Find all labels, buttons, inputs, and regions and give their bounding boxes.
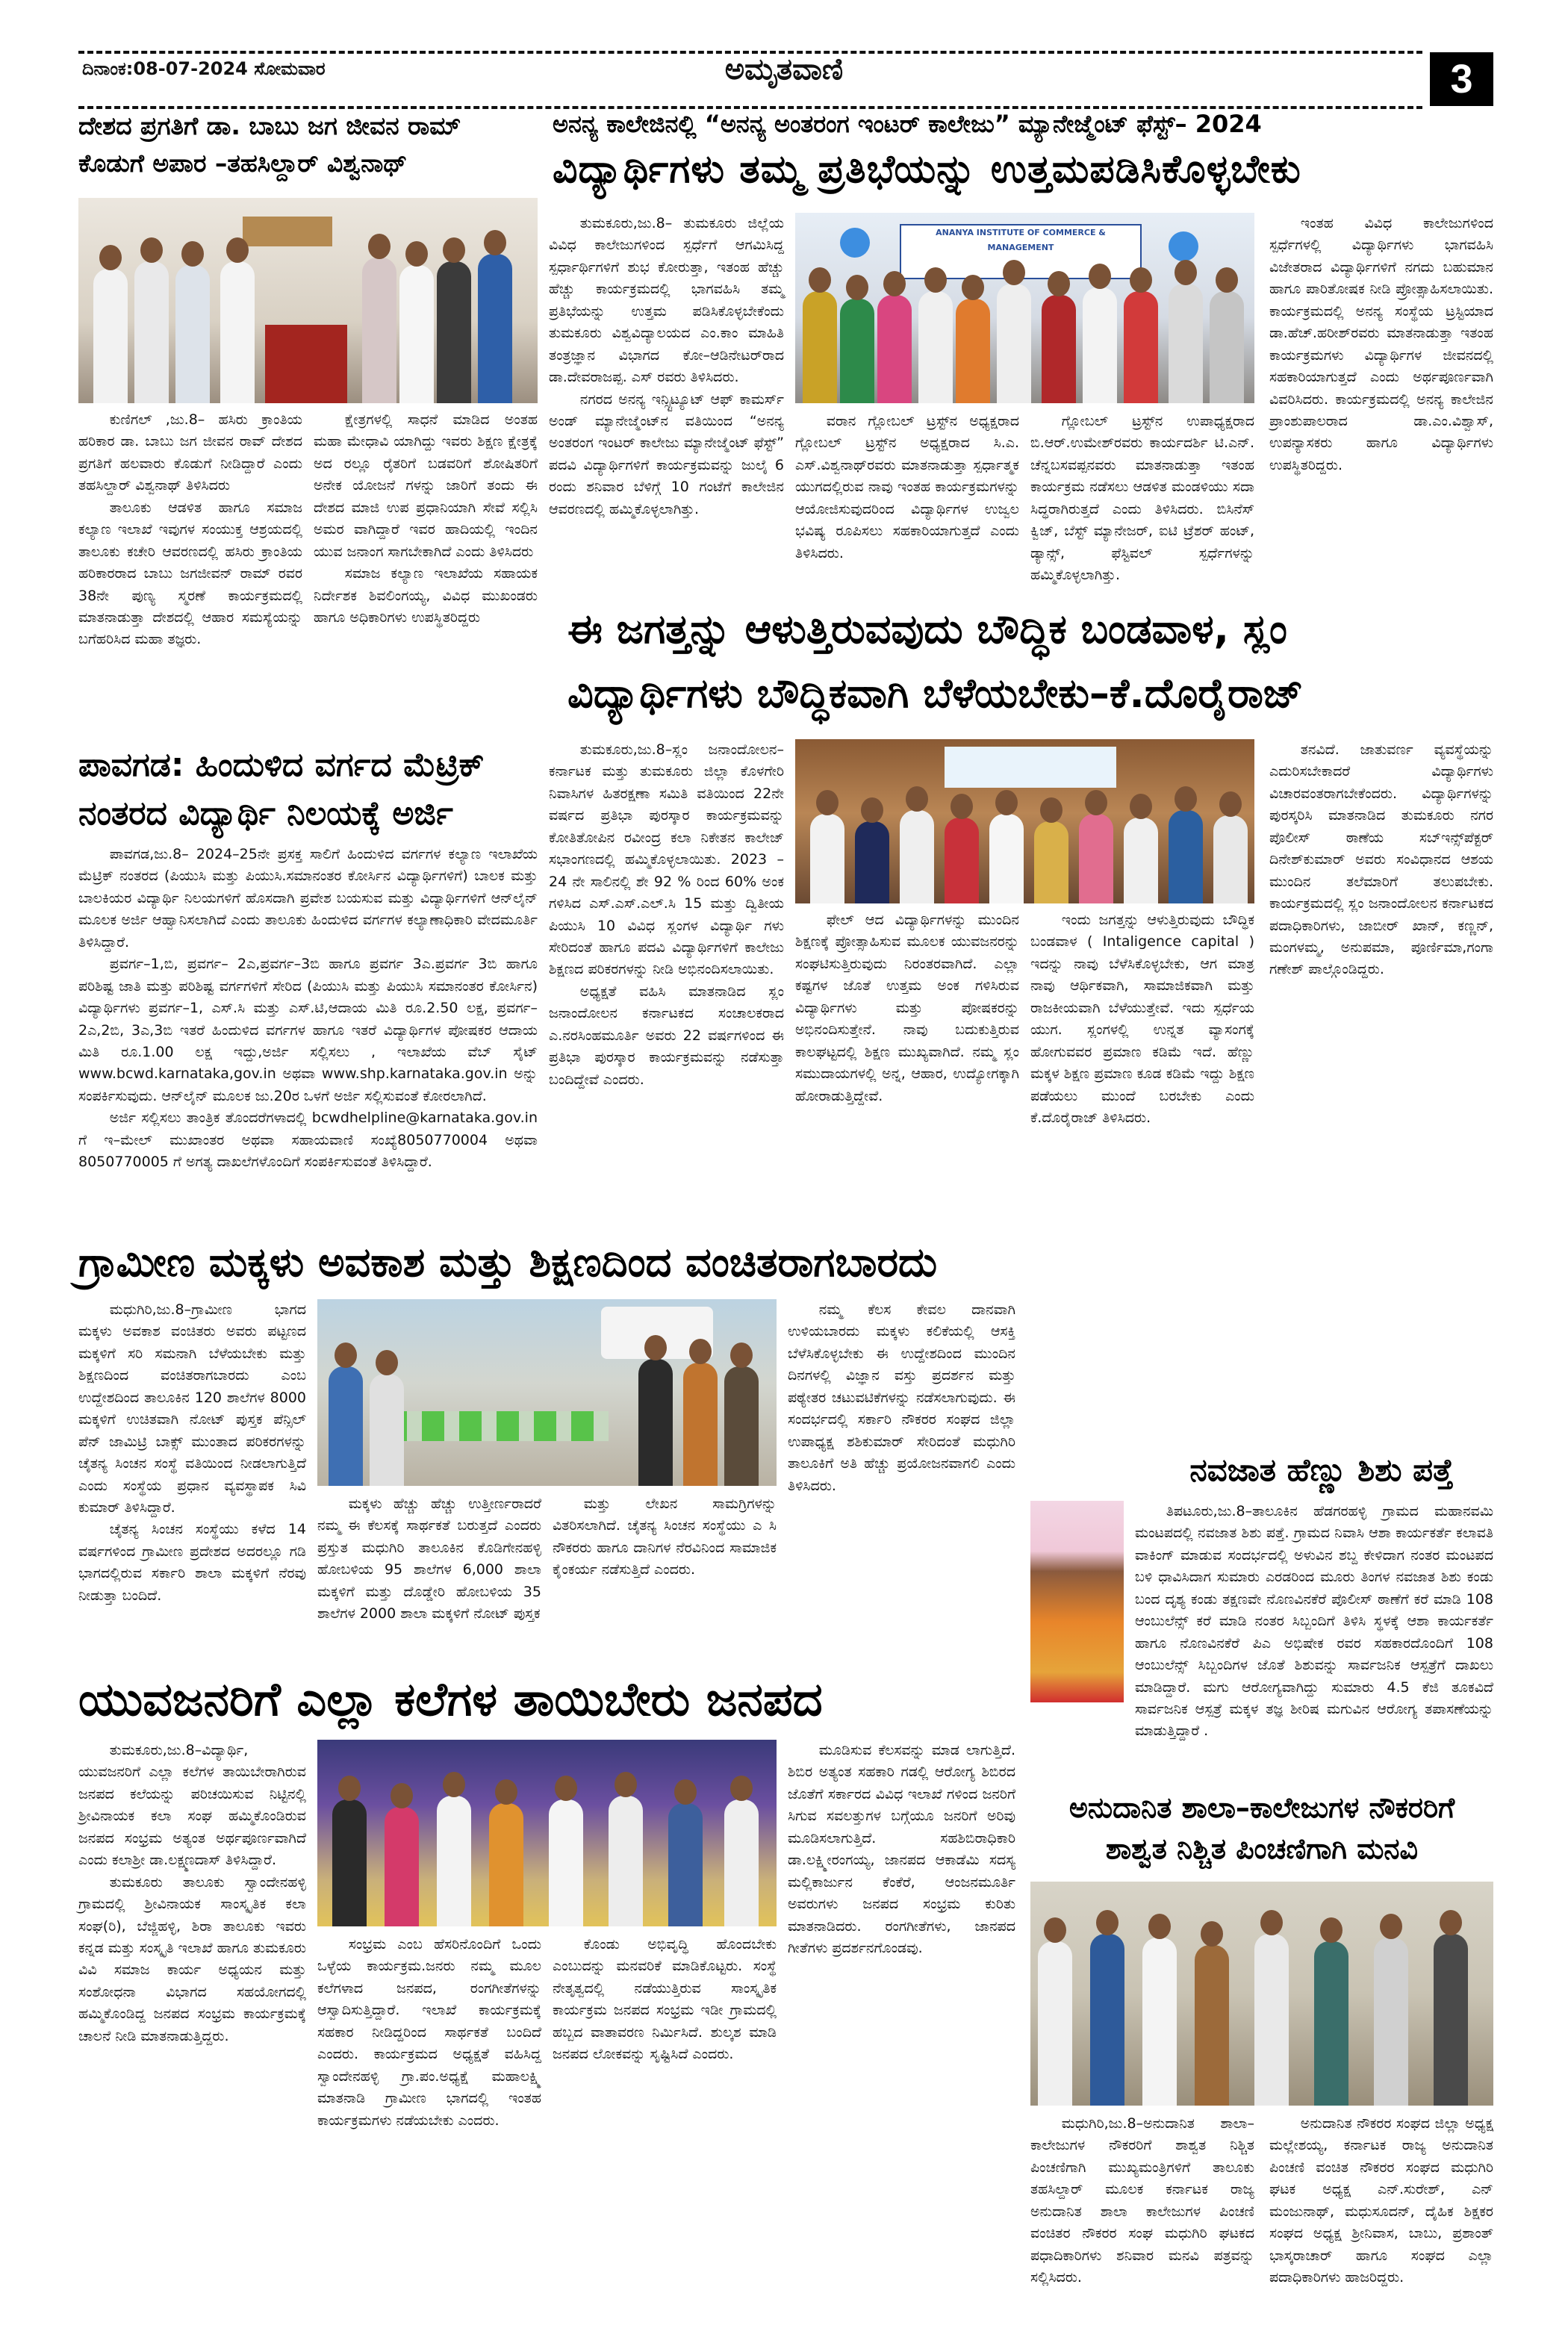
header-rule-bottom bbox=[78, 106, 1422, 109]
person-head bbox=[338, 1776, 361, 1801]
headline-jagjivan-line1: ದೇಶದ ಪ್ರಗತಿಗೆ ಡಾ. ಬಾಬು ಜಗ ಜೀವನ ರಾಮ್ bbox=[78, 111, 461, 140]
person-head bbox=[674, 1779, 697, 1805]
person-figure bbox=[1042, 295, 1076, 403]
portrait-frames bbox=[243, 217, 332, 246]
person-head bbox=[846, 275, 868, 300]
person-head bbox=[730, 1343, 753, 1368]
person-head bbox=[1130, 267, 1152, 293]
article-durairaj-col1: ತುಮಕೂರು,ಜು.8–ಸ್ಲಂ ಜನಾಂದೋಲನ–ಕರ್ನಾಟಕ ಮತ್ತು ತುಮಕೂರು ಜಿಲ್ಲಾ ಕೊಳಗೇರಿ ನಿವಾಸಿಗಳ ಹಿತರಕ್ಷಣಾ ಸಮಿತಿ ವತಿಯಿಂದ 22ನೇ ವರ್ಷದ ಪ್ರತಿಭಾ ಪುರಸ್ಕಾರ ಕಾರ್ಯಕ್ರಮವನ್ನು ಕೋತಿತೋಪಿನ ರವೀಂದ್ರ ಕಲಾ ನಿಕೇತನ ಕಾಲೇಜ್ ಸಭಾಂಗಣದಲ್ಲಿ ಹಮ್ಮಿಕೊಳ್ಳಲಾಯಿತು. 2023 – 24 ನೇ ಸಾಲಿನಲ್ಲಿ ಶೇ 92 % ರಿಂದ 60% ಅಂಕ ಗಳಿಸಿದ ಎಸ್.ಎಸ್.ಎಲ್.ಸಿ 15 ಮತ್ತು ದ್ವಿತೀಯ ಪಿಯುಸಿ 10 ವಿವಿಧ ಸ್ಲಂಗಳ ವಿದ್ಯಾರ್ಥಿ ಗಳು ಸೇರಿದಂತೆ ಹಾಗೂ ಪದವಿ ವಿದ್ಯಾರ್ಥಿಗಳಿಗೆ ಕಾಲೇಜು ಶಿಕ್ಷಣದ ಪರಿಕರಗಳನ್ನು ನೀಡಿ ಅಭಿನಂದಿಸಲಾಯಿತು. ಅಧ್ಯಕ್ಷತೆ ವಹಿಸಿ ಮಾತನಾಡಿದ ಸ್ಲಂ ಜನಾಂದೋಲನ ಕರ್ನಾಟಕದ ಸಂಚಾಲಕರಾದ ಎ.ನರಸಿಂಹಮೂರ್ತಿ ಅವರು 22 ವರ್ಷಗಳಿಂದ ಈ ಪ್ರತಿಭಾ ಪುರಸ್ಕಾರ ಕಾರ್ಯಕ್ರಮವನ್ನು ನಡೆಸುತ್ತಾ ಬಂದಿದ್ದೇವೆ ಎಂದರು. bbox=[549, 741, 784, 1088]
photo-anudanita-memorandum bbox=[1030, 1882, 1493, 2106]
article-gramina-col2: ಮಕ್ಕಳು ಹೆಚ್ಚು ಹೆಚ್ಚು ಉತ್ತೀರ್ಣರಾದರೆ ನಮ್ಮ ಈ ಕೆಲಸಕ್ಕೆ ಸಾರ್ಥಕತೆ ಬರುತ್ತದೆ ಎಂದರು ಪ್ರಸ್ತುತ ಮಧುಗಿರಿ ತಾಲೂಕಿನ ಕೊಡಿಗೇನಹಳ್ಳಿ ಹೋಬಳಿಯ 95 ಶಾಲೆಗಳ 6,000 ಶಾಲಾ ಮಕ್ಕಳಿಗೆ ಮತ್ತು ದೊಡ್ಡೇರಿ ಹೋಬಳಿಯ 35 ಶಾಲೆಗಳ 2000 ಶಾಲಾ ಮಕ್ಕಳಿಗೆ ನೋಟ್ ಪುಸ್ತಕ bbox=[317, 1496, 541, 1623]
person-figure bbox=[93, 269, 128, 403]
person-figure bbox=[1124, 291, 1158, 403]
person-figure bbox=[997, 284, 1031, 403]
person-figure bbox=[840, 299, 874, 403]
person-figure bbox=[437, 1796, 471, 1926]
person-head bbox=[962, 275, 984, 300]
person-head bbox=[1219, 791, 1242, 817]
person-head bbox=[1148, 1914, 1171, 1939]
page-number: 3 bbox=[1430, 52, 1493, 106]
person-figure bbox=[385, 1807, 419, 1926]
person-head bbox=[181, 241, 204, 267]
person-figure bbox=[1142, 1938, 1177, 2106]
person-figure bbox=[329, 1366, 363, 1486]
person-head bbox=[951, 794, 973, 819]
person-head bbox=[1175, 260, 1197, 285]
article-gramina-col1: ಮಧುಗಿರಿ,ಜು.8–ಗ್ರಾಮೀಣ ಭಾಗದ ಮಕ್ಕಳು ಅವಕಾಶ ವಂಚಿತರು ಅವರು ಪಟ್ಟಣದ ಮಕ್ಕಳಿಗೆ ಸರಿ ಸಮನಾಗಿ ಬೆಳೆಯಬೇಕು ಮತ್ತು ಶಿಕ್ಷಣದಿಂದ ವಂಚಿತರಾಗಬಾರದು ಎಂಬ ಉದ್ದೇಶದಿಂದ ತಾಲೂಕಿನ 120 ಶಾಲೆಗಳ 8000 ಮಕ್ಕಳಿಗೆ ಉಚಿತವಾಗಿ ನೋಟ್ ಪುಸ್ತಕ ಪೆನ್ಸಿಲ್ ಪೆನ್ ಜಾಮಿಟ್ರಿ ಬಾಕ್ಸ್ ಮುಂತಾದ ಪರಿಕರಗಳನ್ನು ಚೈತನ್ಯ ಸಿಂಚನ ಸಂಸ್ಥೆ ವತಿಯಿಂದ ನೀಡಲಾಗುತ್ತಿದೆ ಎಂದು ಸಂಸ್ಥೆಯ ಪ್ರಧಾನ ವ್ಯವಸ್ಥಾಪಕ ಸಿವಿ ಕುಮಾರ್ ತಿಳಿಸಿದ್ದಾರೆ. ಚೈತನ್ಯ ಸಿಂಚನ ಸಂಸ್ಥೆಯು ಕಳೆದ 14 ವರ್ಷಗಳಿಂದ ಗ್ರಾಮೀಣ ಪ್ರದೇಶದ ಅದರಲ್ಲೂ ಗಡಿ ಭಾಗದಲ್ಲಿರುವ ಸರ್ಕಾರಿ ಶಾಲಾ ಮಕ್ಕಳಿಗೆ ನೆರವು ನೀಡುತ್ತಾ ಬಂದಿದೆ. bbox=[78, 1301, 306, 1604]
person-figure bbox=[668, 1803, 703, 1926]
person-head bbox=[99, 245, 122, 270]
person-figure bbox=[1434, 1934, 1468, 2106]
person-figure bbox=[1254, 1934, 1289, 2106]
event-banner: ANANYA INSTITUTE OF COMMERCE & MANAGEMENT bbox=[900, 224, 1142, 279]
person-head bbox=[809, 267, 831, 293]
person-head bbox=[1175, 786, 1197, 812]
person-figure bbox=[1124, 818, 1158, 903]
article-yuvajana-col1: ತುಮಕೂರು,ಜು.8–ವಿದ್ಯಾರ್ಥಿ, ಯುವಜನರಿಗೆ ಎಲ್ಲಾ ಕಲೆಗಳ ತಾಯಿಬೇರಾಗಿರುವ ಜನಪದ ಕಲೆಯನ್ನು ಪರಿಚಯಿಸುವ ನಿಟ್ಟಿನಲ್ಲಿ ಶ್ರೀವಿನಾಯಕ ಕಲಾ ಸಂಘ ಹಮ್ಮಿಕೊಂಡಿರುವ ಜನಪದ ಸಂಭ್ರಮ ಅತ್ಯಂತ ಅರ್ಥಪೂರ್ಣವಾಗಿದೆ ಎಂದು ಕಲಾಶ್ರೀ ಡಾ.ಲಕ್ಷ್ಮಣದಾಸ್ ತಿಳಿಸಿದ್ದಾರೆ. ತುಮಕೂರು ತಾಲೂಕು ಸ್ವಾಂದೇನಹಳ್ಳಿ ಗ್ರಾಮದಲ್ಲಿ ಶ್ರೀವಿನಾಯಕ ಸಾಂಸ್ಕೃತಿಕ ಕಲಾ ಸಂಘ(ರಿ), ಬೆಜ್ಜಿಹಳ್ಳಿ, ಶಿರಾ ತಾಲೂಕು ಇವರು ಕನ್ನಡ ಮತ್ತು ಸಂಸ್ಕೃತಿ ಇಲಾಖೆ ಹಾಗೂ ತುಮಕೂರು ವಿವಿ ಸಮಾಜ ಕಾರ್ಯ ಅಧ್ಯಯನ ಮತ್ತು ಸಂಶೋಧನಾ ವಿಭಾಗದ ಸಹಯೋಗದಲ್ಲಿ ಹಮ್ಮಿಕೊಂಡಿದ್ದ ಜನಪದ ಸಂಭ್ರಮ ಕಾರ್ಯಕ್ರಮಕ್ಕೆ ಚಾಲನೆ ನೀಡಿ ಮಾತನಾಡುತ್ತಿದ್ದರು. bbox=[78, 1742, 306, 2044]
person-head bbox=[1260, 1910, 1283, 1935]
headline-durairaj-line2: ವಿದ್ಯಾರ್ಥಿಗಳು ಬೌದ್ಧಿಕವಾಗಿ ಬೆಳೆಯಬೇಕು–ಕೆ.ದೊರೈರಾಜ್ bbox=[567, 670, 1304, 717]
person-figure bbox=[220, 261, 255, 403]
issue-date: ದಿನಾಂಕ:08-07-2024 ಸೋಮವಾರ bbox=[82, 58, 326, 79]
kicker-ananya: ಅನನ್ಯ ಕಾಲೇಜಿನಲ್ಲಿ “ಅನನ್ಯ ಅಂತರಂಗ ಇಂಟರ್ ಕಾಲೇಜು” ಮ್ಯಾನೇಜ್ಮೆಂಟ್ ಫೆಸ್ಟ್– 2024 bbox=[553, 110, 1262, 138]
person-head bbox=[1003, 260, 1025, 285]
article-gramina-col3: ಮತ್ತು ಲೇಖನ ಸಾಮಗ್ರಿಗಳನ್ನು ವಿತರಿಸಲಾಗಿದೆ. ಚೈತನ್ಯ ಸಿಂಚನ ಸಂಸ್ಥೆಯು ಎ ಸಿ ನೌಕರರು ಹಾಗೂ ದಾನಿಗಳ ನೆರವಿನಿಂದ ಸಾಮಾಜಿಕ ಕೈಂಕರ್ಯ ನಡೆಸುತ್ತಿದೆ ಎಂದರು. bbox=[553, 1496, 777, 1578]
person-head bbox=[484, 230, 506, 255]
person-head bbox=[644, 1335, 667, 1360]
article-jagjivan-col1: ಕುಣಿಗಲ್ ,ಜು.8– ಹಸಿರು ಕ್ರಾಂತಿಯ ಹರಿಕಾರ ಡಾ. ಬಾಬು ಜಗ ಜೀವನ ರಾವ್ ದೇಶದ ಪ್ರಗತಿಗೆ ಹಲವಾರು ಕೊಡುಗೆ ನೀಡಿದ್ದಾರೆ ಎಂದು ತಹಸಿಲ್ದಾರ್ ವಿಶ್ವನಾಥ್ ತಿಳಿಸಿದರು ತಾಲೂಕು ಆಡಳಿತ ಹಾಗೂ ಸಮಾಜ ಕಲ್ಯಾಣ ಇಲಾಖೆ ಇವುಗಳ ಸಂಯುಕ್ತ ಆಶ್ರಯದಲ್ಲಿ ತಾಲೂಕು ಕಚೇರಿ ಆವರಣದಲ್ಲಿ ಹಸಿರು ಕ್ರಾಂತಿಯ ಹರಿಕಾರರಾದ ಬಾಬು ಜಗಜೀವನ್ ರಾಮ್ ರವರ 38ನೇ ಪುಣ್ಯ ಸ್ಮರಣೆ ಕಾರ್ಯಕ್ರಮದಲ್ಲಿ ಮಾತನಾಡುತ್ತಾ ದೇಶದಲ್ಲಿ ಆಹಾರ ಸಮಸ್ಯೆಯನ್ನು ಬಗೆಹರಿಸಿದ ಮಹಾ ತಜ್ಞರು. bbox=[78, 411, 302, 648]
article-durairaj-col4: ತನವಿದೆ. ಜಾತುವರ್ಣ ವ್ಯವಸ್ಥೆಯನ್ನು ಎದುರಿಸಬೇಕಾದರೆ ವಿದ್ಯಾರ್ಥಿಗಳು ವಿಚಾರವಂತರಾಗಬೇಕೆಂದರು. ವಿದ್ಯಾರ್ಥಿಗಳನ್ನು ಪುರಸ್ಕರಿಸಿ ಮಾತನಾಡಿದ ತುಮಕೂರು ನಗರ ಪೊಲೀಸ್ ಠಾಣೆಯ ಸಬ್‌ಇನ್ಸ್‌ಪೆಕ್ಟರ್ ದಿನೇಶ್‌ಕುಮಾರ್ ಅವರು ಸಂವಿಧಾನದ ಆಶಯ ಮುಂದಿನ ತಲೆಮಾರಿಗೆ ತಲುಪಬೇಕು. ಕಾರ್ಯಕ್ರಮದಲ್ಲಿ ಸ್ಲಂ ಜನಾಂದೋಲನ ಕರ್ನಾಟಕದ ಪದಾಧಿಕಾರಿಗಳು, ಜಾಬೀರ್ ಖಾನ್, ಕಣ್ಣನ್, ಮಂಗಳಮ್ಮ, ಅನುಪಮಾ, ಪೂರ್ಣಿಮಾ,ಗಂಗಾ ಗಣೇಶ್ ಪಾಲ್ಗೊಂಡಿದ್ದರು. bbox=[1269, 741, 1493, 978]
headline-navajata: ನವಜಾತ ಹೆಣ್ಣು ಶಿಶು ಪತ್ತೆ bbox=[1189, 1452, 1454, 1488]
article-durairaj-col2: ಫೇಲ್ ಆದ ವಿದ್ಯಾರ್ಥಿಗಳನ್ನು ಮುಂದಿನ ಶಿಕ್ಷಣಕ್ಕೆ ಪ್ರೋತ್ಸಾಹಿಸುವ ಮೂಲಕ ಯುವಜನರನ್ನು ಸಂಘಟಿಸುತ್ತಿರುವುದು ನಿರಂತರವಾಗಿದೆ. ಎಲ್ಲಾ ಕಷ್ಟಗಳ ಜೊತೆ ಉತ್ತಮ ಅಂಕ ಗಳಿಸಿರುವ ವಿದ್ಯಾರ್ಥಿಗಳು ಮತ್ತು ಪೋಷಕರನ್ನು ಅಭಿನಂದಿಸುತ್ತೇನೆ. ನಾವು ಬದುಕುತ್ತಿರುವ ಕಾಲಘಟ್ಟದಲ್ಲಿ ಶಿಕ್ಷಣ ಮುಖ್ಯವಾಗಿದೆ. ನಮ್ಮ ಸ್ಲಂ ಸಮುದಾಯಗಳಲ್ಲಿ ಅನ್ನ, ಆಹಾರ, ಉದ್ಯೋಗಕ್ಕಾಗಿ ಹೋರಾಡುತ್ತಿದ್ದೇವೆ. bbox=[795, 912, 1019, 1104]
person-head bbox=[1216, 267, 1238, 293]
stage-banner bbox=[945, 747, 1116, 788]
headline-pavagada-line2: ನಂತರದ ವಿದ್ಯಾರ್ಥಿ ನಿಲಯಕ್ಕೆ ಅರ್ಜಿ bbox=[78, 794, 453, 833]
person-figure bbox=[549, 1799, 583, 1926]
headline-gramina: ಗ್ರಾಮೀಣ ಮಕ್ಕಳು ಅವಕಾಶ ಮತ್ತು ಶಿಕ್ಷಣದಿಂದ ವಂಚಿತರಾಗಬಾರದು bbox=[78, 1239, 938, 1286]
person-head bbox=[1440, 1910, 1462, 1935]
article-navajata-body: ತಿಪಟೂರು,ಜು.8–ತಾಲೂಕಿನ ಹೆಡಗರಹಳ್ಳಿ ಗ್ರಾಮದ ಮಹಾನವಮಿ ಮಂಟಪದಲ್ಲಿ ನವಜಾತ ಶಿಶು ಪತ್ತೆ. ಗ್ರಾಮದ ನಿವಾಸಿ ಆಶಾ ಕಾರ್ಯಕರ್ತೆ ಕಲಾವತಿ ವಾಕಿಂಗ್ ಮಾಡುವ ಸಂದರ್ಭದಲ್ಲಿ ಅಳುವಿನ ಶಬ್ದ ಕೇಳಿದಾಗ ನಂತರ ಮಂಟಪದ ಬಳಿ ಧಾವಿಸಿದಾಗ ಸುಮಾರು ಎರಡರಿಂದ ಮೂರು ತಿಂಗಳ ನವಜಾತ ಶಿಶು ಕಂಡು ಬಂದ ದೃಶ್ಯ ಕಂಡು ತಕ್ಷಣವೇ ನೊಣವಿನಕೆರೆ ಪೊಲೀಸ್ ಠಾಣೆಗೆ ಕರೆ ಮಾಡಿ 108 ಆಂಬುಲೆನ್ಸ್ ಕರೆ ಮಾಡಿ ನಂತರ ಸಿಬ್ಬಂದಿಗೆ ತಿಳಿಸಿ ಸ್ಥಳಕ್ಕೆ ಆಶಾ ಕಾರ್ಯಕರ್ತೆ ಹಾಗೂ ನೊಣವಿನಕೆರೆ ಪಿಎ ಅಭಿಷೇಕ ರವರ ಸಹಕಾರದೊಂದಿಗೆ 108 ಆಂಬುಲೆನ್ಸ್ ಸಿಬ್ಬಂದಿಗಳ ಜೊತೆ ಶಿಶುವನ್ನು ಸಾರ್ವಜನಿಕ ಆಸ್ಪತ್ರೆಗೆ ದಾಖಲು ಮಾಡಿದ್ದಾರೆ. ಮಗು ಆರೋಗ್ಯವಾಗಿದ್ದು ಸುಮಾರು 4.5 ಕೆಜಿ ತೂಕವಿದೆ ಸಾರ್ವಜನಿಕ ಆಸ್ಪತ್ರೆ ಮಕ್ಕಳ ತಜ್ಞ ಶೀರಿಷ ಮಗುವಿನ ಆರೋಗ್ಯ ತಪಾಸಣೆಯನ್ನು ಮಾಡುತ್ತಿದ್ದಾರೆ . bbox=[1135, 1503, 1493, 1740]
person-figure bbox=[478, 254, 512, 403]
person-figure bbox=[370, 1374, 404, 1486]
person-head bbox=[1130, 794, 1152, 819]
person-figure bbox=[1079, 814, 1113, 903]
article-anudanita-col2: ಅನುದಾನಿತ ನೌಕರರ ಸಂಘದ ಜಿಲ್ಲಾ ಅಧ್ಯಕ್ಷ ಮಲ್ಲೇಶಯ್ಯ, ಕರ್ನಾಟಕ ರಾಜ್ಯ ಅನುದಾನಿತ ಪಿಂಚಣಿ ವಂಚಿತ ನೌಕರರ ಸಂಘದ ಮಧುಗಿರಿ ಘಟಕ ಅಧ್ಯಕ್ಷ ಎನ್.ಸುರೇಶ್, ಎನ್ ಮಂಜುನಾಥ್, ಮಧುಸೂದನ್, ದೈಹಿಕ ಶಿಕ್ಷಕರ ಸಂಘದ ಅಧ್ಯಕ್ಷ ಶ್ರೀನಿವಾಸ, ಬಾಬು, ಪ್ರಶಾಂತ್ ಭಾಸ್ಕರಾಚಾರ್ ಹಾಗೂ ಸಂಘದ ಎಲ್ಲಾ ಪದಾಧಿಕಾರಿಗಳು ಹಾಜರಿದ್ದರು. bbox=[1269, 2115, 1493, 2286]
headline-anudanita-line1: ಅನುದಾನಿತ ಶಾಲಾ–ಕಾಲೇಜುಗಳ ನೌಕರರಿಗೆ bbox=[1068, 1791, 1455, 1824]
person-head bbox=[555, 1776, 577, 1801]
person-figure bbox=[1210, 291, 1244, 403]
person-figure bbox=[900, 810, 934, 903]
person-figure bbox=[1169, 284, 1203, 403]
person-head bbox=[1201, 1921, 1223, 1947]
person-head bbox=[816, 790, 839, 815]
person-figure bbox=[683, 1363, 718, 1486]
person-head bbox=[1089, 264, 1111, 289]
person-figure bbox=[638, 1359, 673, 1486]
article-ananya-col1: ತುಮಕೂರು,ಜು.8– ತುಮಕೂರು ಜಿಲ್ಲೆಯ ವಿವಿಧ ಕಾಲೇಜುಗಳಿಂದ ಸ್ಪರ್ಧೆಗೆ ಆಗಮಿಸಿದ್ದ ಸ್ಪರ್ಧಾರ್ಥಿಗಳಿಗೆ ಶುಭ ಕೋರುತ್ತಾ, ಇತಂಹ ಹೆಚ್ಚು ಹೆಚ್ಚು ಕಾರ್ಯಕ್ರಮದಲ್ಲಿ ಭಾಗವಹಿಸಿ ತಮ್ಮ ಪ್ರತಿಭೆಯನ್ನು ಉತ್ತಮ ಪಡಿಸಿಕೊಳ್ಳಬೇಕೆಂದು ತುಮಕೂರು ವಿಶ್ವವಿದ್ಯಾಲಯದ ಎಂ.ಕಾಂ ಮಾಹಿತಿ ತಂತ್ರಜ್ಞಾನ ವಿಭಾಗದ ಕೋ–ಆಡಿನೇಟರ್‌ರಾದ ಡಾ.ದೇವರಾಜಪ್ಪ. ಎಸ್ ರವರು ತಿಳಿಸಿದರು. ನಗರದ ಅನನ್ಯ ಇನ್ಸ್ಟಿಟ್ಯೂಟ್ ಆಫ್ ಕಾಮರ್ಸ್ ಅಂಡ್ ಮ್ಯಾನೇಜ್ಮೆಂಟ್‌ನ ವತಿಯಿಂದ “ಅನನ್ಯ ಅಂತರಂಗ ಇಂಟರ್ ಕಾಲೇಜು ಮ್ಯಾನೇಜ್ಮೆಂಟ್ ಫೆಸ್ಟ್” ಪದವಿ ವಿದ್ಯಾರ್ಥಿಗಳಿಗೆ ಕಾರ್ಯಕ್ರಮವನ್ನು ಜುಲೈ 6 ರಂದು ಶನಿವಾರ ಬೆಳಿಗ್ಗೆ 10 ಗಂಟೆಗೆ ಕಾಲೇಜಿನ ಆವರಣದಲ್ಲಿ ಹಮ್ಮಿಕೊಳ್ಳಲಾಗಿತ್ತು. bbox=[549, 215, 784, 517]
person-head bbox=[1048, 271, 1070, 296]
photo-ananya-fest bbox=[795, 213, 1254, 403]
person-figure bbox=[989, 814, 1024, 903]
person-figure bbox=[1195, 1945, 1229, 2106]
article-jagjivan-col2: ಕ್ಷೇತ್ರಗಳಲ್ಲಿ ಸಾಧನೆ ಮಾಡಿದ ಅಂತಹ ಮಹಾ ಮೇಧಾವಿ ಯಾಗಿದ್ದು ಇವರು ಶಿಕ್ಷಣ ಕ್ಷೇತ್ರಕ್ಕೆ ಅದ ರಲ್ಲೂ ರೈತರಿಗೆ ಬಡವರಿಗೆ ಶೋಷಿತರಿಗೆ ಅನೇಕ ಯೋಜನೆ ಗಳನ್ನು ಜಾರಿಗೆ ತಂದು ಈ ದೇಶದ ಮಾಜಿ ಉಪ ಪ್ರಧಾನಿಯಾಗಿ ಸೇವೆ ಸಲ್ಲಿಸಿ ಅಮರ ವಾಗಿದ್ದಾರೆ ಇವರ ಹಾದಿಯಲ್ಲಿ ಇಂದಿನ ಯುವ ಜನಾಂಗ ಸಾಗಬೇಕಾಗಿದೆ ಎಂದು ತಿಳಿಸಿದರು ಸಮಾಜ ಕಲ್ಯಾಣ ಇಲಾಖೆಯ ಸಹಾಯಕ ನಿರ್ದೇಶಕ ಶಿವಲಿಂಗಯ್ಯ, ವಿವಿಧ ಮುಖಂಡರು ಹಾಗೂ ಅಧಿಕಾರಿಗಳು ಉಪಸ್ಥಿತರಿದ್ದರು bbox=[314, 411, 538, 626]
article-ananya-col2: ವರಾನ ಗ್ಲೋಬಲ್ ಟ್ರಸ್ಟ್‌ನ ಅಧ್ಯಕ್ಷರಾದ ಗ್ಲೋಬಲ್ ಟ್ರಸ್ಟ್‌ನ ಅಧ್ಯಕ್ಷರಾದ ಸಿ.ಎ. ಎಸ್.ವಿಶ್ವನಾಥ್‌ರವರು ಮಾತನಾಡುತ್ತಾ ಸ್ಪರ್ಧಾತ್ಮಕ ಯುಗದಲ್ಲಿರುವ ನಾವು ಇಂತಹ ಕಾರ್ಯಕ್ರಮಗಳನ್ನು ಆಯೋಜಿಸುವುದರಿಂದ ವಿದ್ಯಾರ್ಥಿಗಳ ಉಜ್ವಲ ಭವಿಷ್ಯ ರೂಪಿಸಲು ಸಹಕಾರಿಯಾಗುತ್ತದೆ ಎಂದು ತಿಳಿಸಿದರು. bbox=[795, 413, 1019, 561]
person-figure bbox=[956, 299, 990, 403]
article-ananya-col4: ಇಂತಹ ವಿವಿಧ ಕಾಲೇಜುಗಳಿಂದ ಸ್ಪರ್ಧೆಗಳಲ್ಲಿ ವಿದ್ಯಾರ್ಥಿಗಳು ಭಾಗವಹಿಸಿ ವಿಜೇತರಾದ ವಿದ್ಯಾರ್ಥಿಗಳಿಗೆ ನಗದು ಬಹುಮಾನ ಹಾಗೂ ಪಾರಿತೋಷಕ ನೀಡಿ ಪ್ರೋತ್ಸಾಹಿಸಲಾಯಿತು. ಕಾರ್ಯಕ್ರಮದಲ್ಲಿ ಅನನ್ಯ ಸಂಸ್ಥೆಯ ಟ್ರಸ್ಟಿಯಾದ ಡಾ.ಹೆಚ್.ಹರೀಶ್‌ರವರು ಮಾತನಾಡುತ್ತಾ ಇತಂಹ ಕಾರ್ಯಕ್ರಮಗಳು ವಿದ್ಯಾರ್ಥಿಗಳ ಜೀವನದಲ್ಲಿ ಸಹಕಾರಿಯಾಗುತ್ತದೆ ಎಂದು ಅರ್ಥಪೂರ್ಣವಾಗಿ ವಿವರಿಸಿದರು. ಕಾರ್ಯಕ್ರಮದಲ್ಲಿ ಅನನ್ಯ ಕಾಲೇಜಿನ ಪ್ರಾಂಶುಪಾಲರಾದ ಡಾ.ಎಂ.ವಿಶ್ವಾಸ್, ಉಪನ್ಯಾಸಕರು ಹಾಗೂ ವಿದ್ಯಾರ್ಥಿಗಳು ಉಪಸ್ಥಿತರಿದ್ದರು. bbox=[1269, 215, 1493, 473]
article-gramina-col4: ನಮ್ಮ ಕೆಲಸ ಕೇವಲ ದಾನವಾಗಿ ಉಳಿಯಬಾರದು ಮಕ್ಕಳು ಕಲಿಕೆಯಲ್ಲಿ ಆಸಕ್ತಿ ಬೆಳೆಸಿಕೊಳ್ಳಬೇಕು ಈ ಉದ್ದೇಶದಿಂದ ಮುಂದಿನ ದಿನಗಳಲ್ಲಿ ವಿಜ್ಞಾನ ವಸ್ತು ಪ್ರದರ್ಶನ ಮತ್ತು ಪಠ್ಯೇತರ ಚಟುವಟಿಕೆಗಳನ್ನು ನಡೆಸಲಾಗುವುದು. ಈ ಸಂದರ್ಭದಲ್ಲಿ ಸರ್ಕಾರಿ ನೌಕರರ ಸಂಘದ ಜಿಲ್ಲಾ ಉಪಾಧ್ಯಕ್ಷ ಶಶಿಕುಮಾರ್ ಸೇರಿದಂತೆ ಮಧುಗಿರಿ ತಾಲೂಕಿಗೆ ಅತಿ ಹೆಚ್ಚು ಪ್ರಯೋಜನವಾಗಲಿ ಎಂದು ತಿಳಿಸಿದರು. bbox=[788, 1301, 1015, 1494]
person-head bbox=[368, 234, 391, 259]
person-figure bbox=[489, 1803, 523, 1926]
person-figure bbox=[609, 1796, 643, 1926]
person-figure bbox=[175, 265, 210, 403]
photo-newborn-baby bbox=[1030, 1501, 1124, 1702]
photo-gramina-distribution bbox=[317, 1299, 777, 1486]
person-head bbox=[861, 797, 883, 823]
person-head bbox=[1320, 1917, 1343, 1943]
person-head bbox=[615, 1772, 637, 1797]
person-head bbox=[906, 786, 928, 812]
person-figure bbox=[945, 818, 979, 903]
person-head bbox=[1380, 1914, 1402, 1939]
article-anudanita-col1: ಮಧುಗಿರಿ,ಜು.8–ಅನುದಾನಿತ ಶಾಲಾ–ಕಾಲೇಜುಗಳ ನೌಕರರಿಗೆ ಶಾಶ್ವತ ನಿಶ್ಚಿತ ಪಿಂಚಣಿಗಾಗಿ ಮುಖ್ಯಮಂತ್ರಿಗಳಿಗೆ ತಾಲೂಕು ತಹಸಿಲ್ದಾರ್ ಮೂಲಕ ಕರ್ನಾಟಕ ರಾಜ್ಯ ಅನುದಾನಿತ ಶಾಲಾ ಕಾಲೇಜುಗಳ ಪಿಂಚಣಿ ವಂಚಿತರ ನೌಕರರ ಸಂಘ ಮಧುಗಿರಿ ಘಟಕದ ಪಧಾದಿಕಾರಿಗಳು ಶನಿವಾರ ಮನವಿ ಪತ್ರವನ್ನು ಸಲ್ಲಿಸಿದರು. bbox=[1030, 2115, 1254, 2286]
headline-ananya: ವಿದ್ಯಾರ್ಥಿಗಳು ತಮ್ಮ ಪ್ರತಿಭೆಯನ್ನು ಉತ್ತಮಪಡಿಸಿಕೊಳ್ಳಬೇಕು bbox=[553, 147, 1301, 192]
person-head bbox=[376, 1350, 398, 1375]
article-yuvajana-col2: ಸಂಭ್ರಮ ಎಂಬ ಹೆಸರಿನೊಂದಿಗೆ ಒಂದು ಒಳ್ಳೆಯ ಕಾರ್ಯಕ್ರಮ.ಜನರು ನಮ್ಮ ಮೂಲ ಕಲೆಗಳಾದ ಜನಪದ, ರಂಗಗೀತೆಗಳನ್ನು ಆಸ್ವಾದಿಸುತ್ತಿದ್ದಾರೆ. ಇಲಾಖೆ ಕಾರ್ಯಕ್ರಮಕ್ಕೆ ಸಹಕಾರ ನೀಡಿದ್ದರಿಂದ ಸಾರ್ಥಕತೆ ಬಂದಿದೆ ಎಂದರು. ಕಾರ್ಯಕ್ರಮದ ಅಧ್ಯಕ್ಷತೆ ವಹಿಸಿದ್ದ ಸ್ವಾಂದೇನಹಳ್ಳಿ ಗ್ರಾ.ಪಂ.ಅಧ್ಯಕ್ಷೆ ಮಹಾಲಕ್ಷ್ಮಿ ಮಾತನಾಡಿ ಗ್ರಾಮೀಣ ಭಾಗದಲ್ಲಿ ಇಂತಹ ಕಾರ್ಯಕ್ರಮಗಳು ನಡೆಯಬೇಕು ಎಂದರು. bbox=[317, 1936, 541, 2129]
person-figure bbox=[437, 261, 471, 403]
person-figure bbox=[1083, 287, 1117, 403]
article-durairaj-col3: ಇಂದು ಜಗತ್ತನ್ನು ಆಳುತ್ತಿರುವುದು ಬೌದ್ಧಿಕ ಬಂಡವಾಳ ( Intaligence capital ) ಇದನ್ನು ನಾವು ಬೆಳೆಸಿಕೊಳ್ಳಬೇಕು, ಆಗ ಮಾತ್ರ ನಾವು ಆರ್ಥಿಕವಾಗಿ, ಸಾಮಾಜಿಕವಾಗಿ ಮತ್ತು ರಾಜಕೀಯವಾಗಿ ಬೆಳೆಯುತ್ತೇವೆ. ಇದು ಸ್ಪರ್ಧೆಯ ಯುಗ. ಸ್ಲಂಗಳಲ್ಲಿ ಉನ್ನತ ವ್ಯಾಸಂಗಕ್ಕೆ ಹೋಗುವವರ ಪ್ರಮಾಣ ಕಡಿಮೆ ಇದೆ. ಹೆಣ್ಣು ಮಕ್ಕಳ ಶಿಕ್ಷಣ ಪ್ರಮಾಣ ಕೂಡ ಕಡಿಮೆ ಇದ್ದು ಶಿಕ್ಷಣ ಪಡೆಯಲು ಮುಂದೆ ಬರಬೇಕು ಎಂದು ಕೆ.ದೊರೈರಾಜ್ ತಿಳಿಸಿದರು. bbox=[1030, 912, 1254, 1126]
person-figure bbox=[803, 291, 837, 403]
person-figure bbox=[1169, 810, 1203, 903]
person-figure bbox=[1090, 1934, 1124, 2106]
headline-yuvajana: ಯುವಜನರಿಗೆ ಎಲ್ಲಾ ಕಲೆಗಳ ತಾಯಿಬೇರು ಜನಪದ bbox=[78, 1672, 823, 1726]
photo-jagjivan-event bbox=[78, 198, 538, 403]
table-cloth bbox=[265, 325, 347, 403]
person-head bbox=[1040, 797, 1063, 823]
person-figure bbox=[810, 814, 844, 903]
article-pavagada-body: ಪಾವಗಡ,ಜು.8– 2024–25ನೇ ಪ್ರಸಕ್ತ ಸಾಲಿಗೆ ಹಿಂದುಳಿದ ವರ್ಗಗಳ ಕಲ್ಯಾಣ ಇಲಾಖೆಯ ಮೆಟ್ರಿಕ್ ನಂತರದ (ಪಿಯುಸಿ ಮತ್ತು ಪಿಯುಸಿ.ಸಮಾನಂತರ ಕೋರ್ಸಿನ ವಿದ್ಯಾರ್ಥಿಗಳಿಗೆ) ಬಾಲಕ ಮತ್ತು ಬಾಲಕಿಯರ ವಿದ್ಯಾರ್ಥಿ ನಿಲಯಗಳಿಗೆ ಹೊಸದಾಗಿ ಪ್ರವೇಶ ಬಯಸುವ ಮತ್ತು ವಿದ್ಯಾರ್ಥಿಗಳಿಗೆ ಆನ್‌ಲೈನ್ ಮೂಲಕ ಅರ್ಜಿ ಆಹ್ವಾನಿಸಲಾಗಿದೆ ಎಂದು ತಾಲೂಕು ಹಿಂದುಳಿದ ವರ್ಗಗಳ ಕಲ್ಯಾಣಾಧಿಕಾರಿ ವೇದಮೂರ್ತಿ ತಿಳಿಸಿದ್ದಾರೆ. ಪ್ರವರ್ಗ–1,ಬಿ, ಪ್ರವರ್ಗ– 2ಎ,ಪ್ರವರ್ಗ–3ಬಿ ಹಾಗೂ ಪ್ರವರ್ಗ 3ಎ.ಪ್ರವರ್ಗ 3ಬಿ ಹಾಗೂ ಪರಿಶಿಷ್ಟ ಜಾತಿ ಮತ್ತು ಪರಿಶಿಷ್ಟ ವರ್ಗಗಳಿಗೆ ಸೇರಿದ (ಪಿಯುಸಿ ಮತ್ತು ಪಿಯುಸಿ ಸಮಾನಂತರ ಕೋರ್ಸಿನ) ವಿದ್ಯಾರ್ಥಿಗಳು ಪ್ರವರ್ಗ–1, ಎಸ್.ಸಿ ಮತ್ತು ಎಸ್.ಟಿ,ಆದಾಯ ಮಿತಿ ರೂ.2.50 ಲಕ್ಷ, ಪ್ರವರ್ಗ– 2ಎ,2ಬಿ, 3ಎ,3ಬಿ ಇತರೆ ಹಿಂದುಳಿದ ವರ್ಗಗಳ ಹಾಗೂ ಇತರೆ ವಿದ್ಯಾರ್ಥಿಗಳ ಪೋಷಕರ ಆದಾಯ ಮಿತಿ ರೂ.1.00 ಲಕ್ಷ ಇದ್ದು,ಅರ್ಜಿ ಸಲ್ಲಿಸಲು , ಇಲಾಖೆಯ ವೆಬ್ ಸೈಟ್ www.bcwd.karnataka,gov.in ಅಥವಾ www.shp.karnataka.gov.in ಅನ್ನು ಸಂಪರ್ಕಿಸುವುದು. ಆನ್‌ಲೈನ್ ಮೂಲಕ ಜು.20ರ ಒಳಗೆ ಅರ್ಜಿ ಸಲ್ಲಿಸುವಂತೆ ಕೋರಲಾಗಿದೆ. ಅರ್ಜಿ ಸಲ್ಲಿಸಲು ತಾಂತ್ರಿಕ ತೊಂದರೆಗಳಾದಲ್ಲಿ bcwdhelpline@karnataka.gov.in ಗೆ ಇ–ಮೇಲ್ ಮುಖಾಂತರ ಅಥವಾ ಸಹಾಯವಾಣಿ ಸಂಖ್ಯೆ8050770004 ಅಥವಾ 8050770005 ಗೆ ಅಗತ್ಯ ದಾಖಲೆಗಳೊಂದಿಗೆ ಸಂಪರ್ಕಿಸುವಂತೆ ತಿಳಿಸಿದ್ದಾರೆ. bbox=[78, 846, 538, 1171]
person-figure bbox=[1213, 815, 1248, 903]
person-head bbox=[405, 241, 428, 267]
person-figure bbox=[1034, 821, 1068, 903]
person-head bbox=[924, 267, 947, 293]
person-head bbox=[391, 1783, 413, 1808]
person-head bbox=[140, 237, 163, 263]
kit-bags bbox=[385, 1411, 609, 1441]
article-yuvajana-col4: ಮೂಡಿಸುವ ಕೆಲಸವನ್ನು ಮಾಡ ಲಾಗುತ್ತಿದೆ. ಶಿಬಿರ ಅತ್ಯಂತ ಸಹಕಾರಿ ಗಡಲ್ಲಿ ಆರೋಗ್ಯ ಶಿಬಿರದ ಜೊತೆಗೆ ಸರ್ಕಾರದ ವಿವಿಧ ಇಲಾಖೆ ಗಳಿಂದ ಜನರಿಗೆ ಸಿಗುವ ಸವಲತ್ತುಗಳ ಬಗ್ಗೆಯೂ ಜನರಿಗೆ ಅರಿವು ಮೂಡಿಸಲಾಗುತ್ತಿದೆ. ಸಹಶಿಬಿರಾಧಿಕಾರಿ ಡಾ.ಲಕ್ಷ್ಮೀರಂಗಯ್ಯ, ಜಾನಪದ ಆಕಾಡೆಮಿ ಸದಸ್ಯ ಮಲ್ಲಿಕಾರ್ಜುನ ಕೆಂಕೆರೆ, ಆಂಜನಮೂರ್ತಿ ಅವರುಗಳು ಜನಪದ ಸಂಭ್ರಮ ಕುರಿತು ಮಾತನಾಡಿದರು. ರಂಗಗೀತೆಗಳು, ಜಾನಪದ ಗೀತೆಗಳು ಪ್ರದರ್ಶನಗೊಂಡವು. bbox=[788, 1742, 1015, 1956]
article-ananya-col3: ಗ್ಲೋಬಲ್ ಟ್ರಸ್ಟ್‌ನ ಉಪಾಧ್ಯಕ್ಷರಾದ ಬಿ.ಆರ್.ಉಮೇಶ್‌ರವರು ಕಾರ್ಯದರ್ಶಿ ಟಿ.ಎನ್. ಚೆನ್ನಬಸವಪ್ಪನವರು ಮಾತನಾಡುತ್ತಾ ಇತಂಹ ಕಾರ್ಯಕ್ರಮ ನಡೆಸಲು ಆಡಳಿತ ಮಂಡಳಿಯು ಸದಾ ಸಿದ್ಧರಾಗಿರುತ್ತದೆ ಎಂದು ತಿಳಿಸಿದರು. ಬಿಸಿನೆಸ್ ಕ್ವಿಜ್, ಬೆಸ್ಟ್ ಮ್ಯಾನೇಜರ್, ಐಟಿ ಟ್ರೆಶರ್ ಹಂಟ್, ಡ್ಯಾನ್ಸ್, ಫೆಸ್ಟಿವಲ್ ಸ್ಪರ್ಧೆಗಳನ್ನು ಹಮ್ಮಿಕೊಳ್ಳಲಾಗಿತ್ತು. bbox=[1030, 413, 1254, 584]
article-yuvajana-col3: ಕೊಂಡು ಅಭಿವೃದ್ಧಿ ಹೊಂದಬೇಕು ಎಂಬುದನ್ನು ಮನವರಿಕೆ ಮಾಡಿಕೊಟ್ಟರು. ಸಂಸ್ಥೆ ನೇತೃತ್ವದಲ್ಲಿ ನಡೆಯುತ್ತಿರುವ ಸಾಂಸ್ಕೃತಿಕ ಕಾರ್ಯಕ್ರಮ ಜನಪದ ಸಂಭ್ರಮ ಇಡೀ ಗ್ರಾಮದಲ್ಲಿ ಹಬ್ಬದ ವಾತಾವರಣ ನಿರ್ಮಿಸಿದೆ. ಶುಲ್ಕಶ ಮಾಡಿ ಜನಪದ ಲೋಕವನ್ನು ಸೃಷ್ಟಿಸಿದೆ ಎಂದರು. bbox=[553, 1936, 777, 2063]
person-figure bbox=[724, 1799, 759, 1926]
person-head bbox=[443, 237, 465, 263]
person-figure bbox=[362, 258, 396, 403]
person-figure bbox=[877, 295, 912, 403]
headline-durairaj-line1: ಈ ಜಗತ್ತನ್ನು ಆಳುತ್ತಿರುವವುದು ಬೌದ್ಧಿಕ ಬಂಡವಾಳ, ಸ್ಲಂ bbox=[567, 606, 1287, 653]
person-figure bbox=[134, 261, 169, 403]
person-head bbox=[995, 790, 1018, 815]
person-figure bbox=[332, 1799, 367, 1926]
person-figure bbox=[399, 265, 434, 403]
balloon bbox=[840, 228, 870, 258]
balloon bbox=[1169, 231, 1198, 261]
person-head bbox=[1096, 1910, 1119, 1935]
headline-anudanita-line2: ಶಾಶ್ವತ ನಿಶ್ಚಿತ ಪಿಂಚಣಿಗಾಗಿ ಮನವಿ bbox=[1105, 1832, 1419, 1865]
person-head bbox=[1085, 790, 1107, 815]
headline-jagjivan-line2: ಕೊಡುಗೆ ಅಪಾರ –ತಹಸಿಲ್ದಾರ್ ವಿಶ್ವನಾಥ್ bbox=[78, 149, 408, 178]
person-head bbox=[335, 1343, 357, 1368]
person-figure bbox=[1374, 1938, 1408, 2106]
photo-durairaj-award bbox=[795, 739, 1254, 903]
person-figure bbox=[1038, 1941, 1072, 2106]
headline-pavagada-line1: ಪಾವಗಡ: ಹಿಂದುಳಿದ ವರ್ಗದ ಮೆಟ್ರಿಕ್ bbox=[78, 746, 485, 784]
person-figure bbox=[855, 821, 889, 903]
person-head bbox=[1044, 1917, 1066, 1943]
photo-yuvajana-inauguration bbox=[317, 1740, 777, 1926]
person-head bbox=[495, 1779, 517, 1805]
masthead-title: ಅಮೃತವಾಣಿ bbox=[724, 52, 844, 87]
person-figure bbox=[724, 1366, 759, 1486]
person-head bbox=[730, 1776, 753, 1801]
person-figure bbox=[1314, 1941, 1348, 2106]
person-head bbox=[226, 237, 249, 263]
person-head bbox=[883, 271, 906, 296]
person-figure bbox=[918, 291, 953, 403]
person-head bbox=[689, 1339, 712, 1364]
person-head bbox=[443, 1772, 465, 1797]
